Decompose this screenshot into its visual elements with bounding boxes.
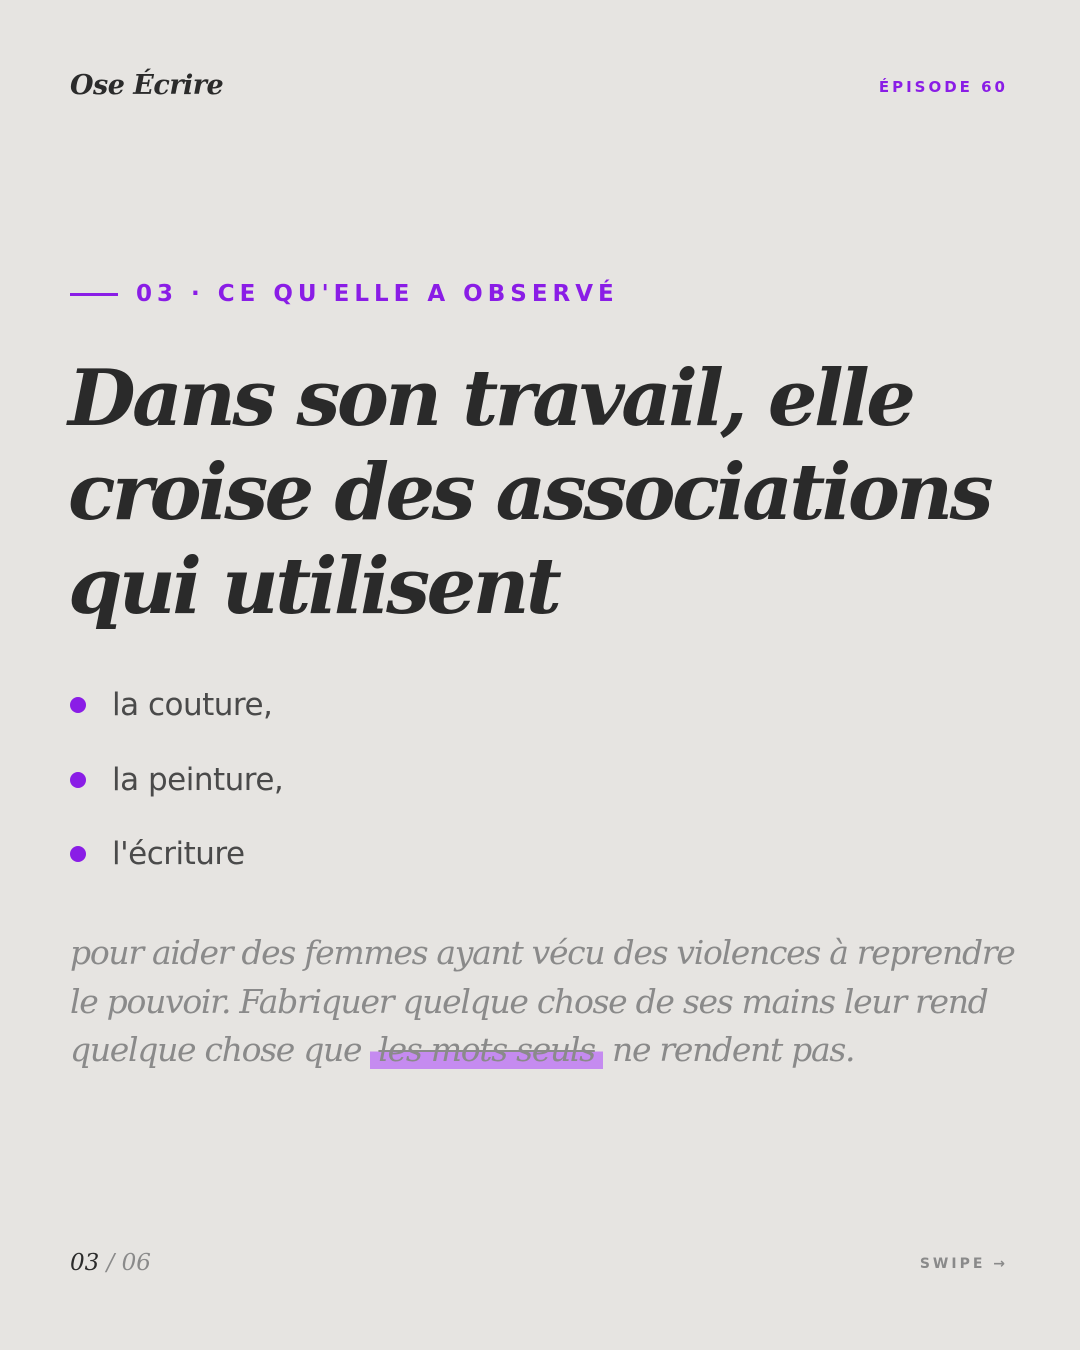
body-text-after: ne rendent pas. (602, 1030, 855, 1069)
bullet-dot-icon (70, 772, 86, 788)
headline-line-1: Dans son travail, elle (68, 353, 913, 444)
bullet-dot-icon (70, 846, 86, 862)
headline-line-2: croise des associations (68, 447, 991, 538)
episode-label: ÉPISODE 60 (878, 78, 1008, 96)
section-heading (70, 281, 619, 307)
bullet-text: la peinture, (112, 761, 284, 798)
body-text-before: pour aider des femmes ayant vécu des violences à reprendre le pouvoir. Fabriquer quelque chose de ses mains leur rend quelque chose que (70, 933, 1015, 1069)
swipe-prompt[interactable]: SWIPE → (919, 1256, 1008, 1272)
list-item (70, 829, 283, 879)
list-item (70, 680, 283, 730)
bullet-dot-icon (70, 697, 86, 713)
bullet-text: l'écriture (112, 836, 245, 872)
page-indicator (70, 1250, 151, 1276)
page-current: 03 (70, 1250, 100, 1276)
highlighted-phrase: les mots seuls (370, 1030, 602, 1069)
section-label: 03 · CE QU'ELLE A OBSERVÉ (136, 281, 619, 307)
page-separator: / (99, 1250, 122, 1276)
bullet-list (70, 680, 283, 904)
body-paragraph (70, 929, 1030, 1075)
section-rule (70, 293, 118, 296)
brand-logo: Ose Écrire (70, 70, 224, 101)
list-item (70, 755, 283, 805)
page-total: 06 (121, 1250, 151, 1276)
bullet-text: la couture, (112, 687, 273, 723)
headline-line-3: qui utilisent (68, 541, 559, 632)
headline (68, 352, 1018, 634)
